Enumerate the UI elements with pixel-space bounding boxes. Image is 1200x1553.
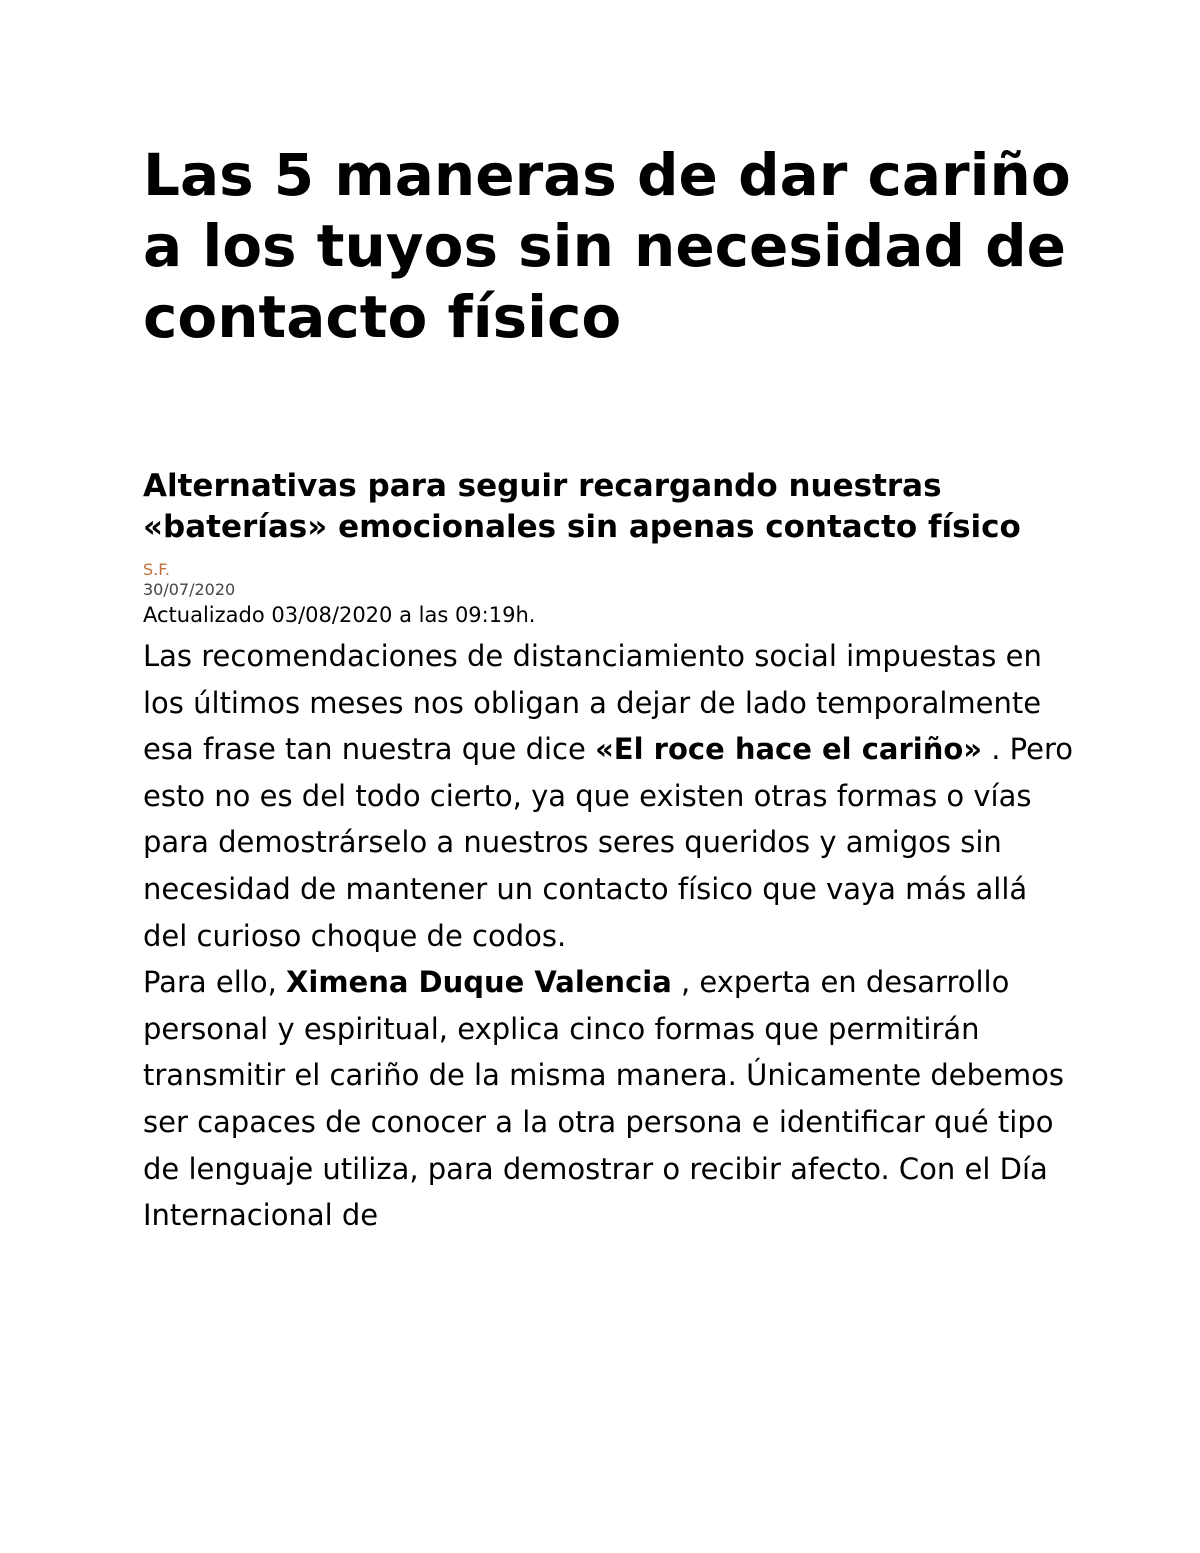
paragraph-1-quote: «El roce hace el cariño» — [595, 732, 983, 767]
article — [143, 140, 1073, 1239]
updated-timestamp: Actualizado 03/08/2020 a las 09:19h. — [143, 603, 536, 627]
expert-name: Ximena Duque Valencia — [286, 965, 672, 1000]
article-subtitle: Alternativas para seguir recargando nuestras «baterías» emocionales sin apenas contacto físico — [143, 468, 1021, 545]
paragraph-1-text-b: . Pero esto no es del todo cierto, ya que existen otras formas o vías para demostrárselo a nuestros seres queridos y amigos sin necesidad de mantener un contacto físico que vaya más allá del curioso choque de codos. — [143, 732, 1074, 953]
paragraph-1-text-a: Las recomendaciones de distanciamiento social impuestas en los últimos meses nos obligan a dejar de lado temporalmente esa frase tan nuestra que dice — [143, 639, 1042, 767]
paragraph-2-text-a: Para ello, — [143, 965, 287, 1000]
paragraph-1 — [143, 633, 1073, 959]
paragraph-2 — [143, 959, 1073, 1239]
publish-date: 30/07/2020 — [143, 580, 236, 599]
article-title: Las 5 maneras de dar cariño a los tuyos sin necesidad de contacto físico — [143, 141, 1071, 351]
paragraph-2-text-b: , experta en desarrollo personal y espiritual, explica cinco formas que permitirán transmitir el cariño de la misma manera. Únicamente debemos ser capaces de conocer a la otra persona e identificar qué tipo de lenguaje utiliza, para demostrar o recibir afecto. Con el Día Internacional de — [143, 965, 1065, 1233]
author-link[interactable]: S.F. — [143, 560, 170, 579]
